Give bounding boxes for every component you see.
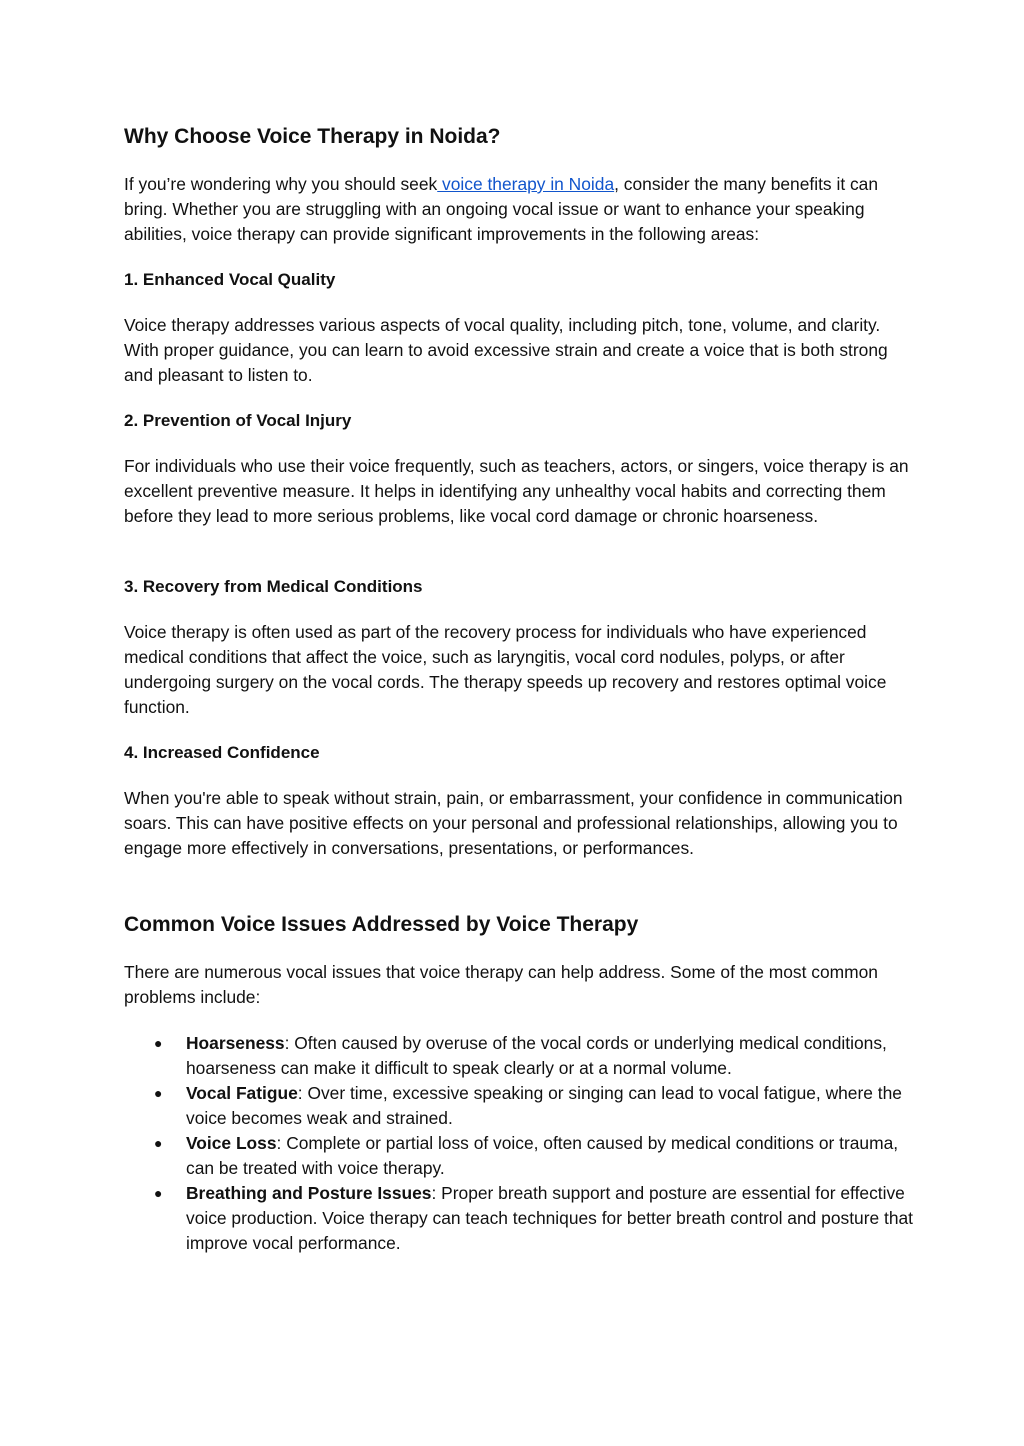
issue-term: Voice Loss — [186, 1133, 277, 1153]
list-item — [124, 1131, 914, 1181]
list-item — [124, 1181, 914, 1256]
intro-paragraph — [124, 172, 914, 247]
benefit-heading-4: 4. Increased Confidence — [124, 743, 320, 762]
voice-therapy-noida-link[interactable]: voice therapy in Noida — [437, 174, 615, 194]
list-item — [124, 1031, 914, 1081]
issue-description: : Often caused by overuse of the vocal cords or underlying medical conditions, hoarseness can make it difficult to speak clearly or at a normal volume. — [186, 1033, 887, 1078]
benefit-heading-2: 2. Prevention of Vocal Injury — [124, 411, 352, 430]
benefit-text-3: Voice therapy is often used as part of the recovery process for individuals who have experienced medical conditions that affect the voice, such as laryngitis, vocal cord nodules, polyps, or after undergoing surgery on the vocal cords. The therapy speeds up recovery and restores optimal voice function. — [124, 622, 887, 717]
section-title-why-choose: Why Choose Voice Therapy in Noida? — [124, 125, 501, 148]
intro-text-before: If you’re wondering why you should seek — [124, 174, 438, 194]
bullet-icon: ● — [154, 1185, 163, 1201]
issue-term: Breathing and Posture Issues — [186, 1183, 432, 1203]
benefit-text-2: For individuals who use their voice frequently, such as teachers, actors, or singers, voice therapy is an excellent preventive measure. It helps in identifying any unhealthy vocal habits and correcting them before they lead to more serious problems, like vocal cord damage or chronic hoarseness. — [124, 456, 909, 526]
bullet-icon: ● — [154, 1135, 163, 1151]
issue-description: : Proper breath support and posture are essential for effective voice production. Voice therapy can teach techniques for better breath control and posture that improve vocal performance. — [186, 1183, 914, 1253]
issue-description: : Over time, excessive speaking or singing can lead to vocal fatigue, where the voice becomes weak and strained. — [186, 1083, 902, 1128]
bullet-icon: ● — [154, 1085, 163, 1101]
benefit-heading-1: 1. Enhanced Vocal Quality — [124, 270, 336, 289]
issue-term: Hoarseness — [186, 1033, 285, 1053]
benefit-text-1: Voice therapy addresses various aspects of vocal quality, including pitch, tone, volume, and clarity. With proper guidance, you can learn to avoid excessive strain and create a voice that is both strong and pleasant to listen to. — [124, 315, 888, 385]
benefit-heading-3: 3. Recovery from Medical Conditions — [124, 577, 423, 596]
issue-term: Vocal Fatigue — [186, 1083, 298, 1103]
issues-intro-paragraph: There are numerous vocal issues that voice therapy can help address. Some of the most common problems include: — [124, 962, 878, 1007]
intro-text-after: , consider the many benefits it can bring. Whether you are struggling with an ongoing vocal issue or want to enhance your speaking abilities, voice therapy can provide significant improvements in the following areas: — [124, 174, 879, 244]
issues-bullet-list — [124, 1031, 914, 1256]
section-title-common-issues: Common Voice Issues Addressed by Voice Therapy — [124, 913, 639, 936]
bullet-icon: ● — [154, 1035, 163, 1051]
benefit-text-4: When you're able to speak without strain, pain, or embarrassment, your confidence in communication soars. This can have positive effects on your personal and professional relationships, allowing you to engage more effectively in conversations, presentations, or performances. — [124, 788, 903, 858]
list-item — [124, 1081, 914, 1131]
issue-description: : Complete or partial loss of voice, often caused by medical conditions or trauma, can be treated with voice therapy. — [186, 1133, 899, 1178]
